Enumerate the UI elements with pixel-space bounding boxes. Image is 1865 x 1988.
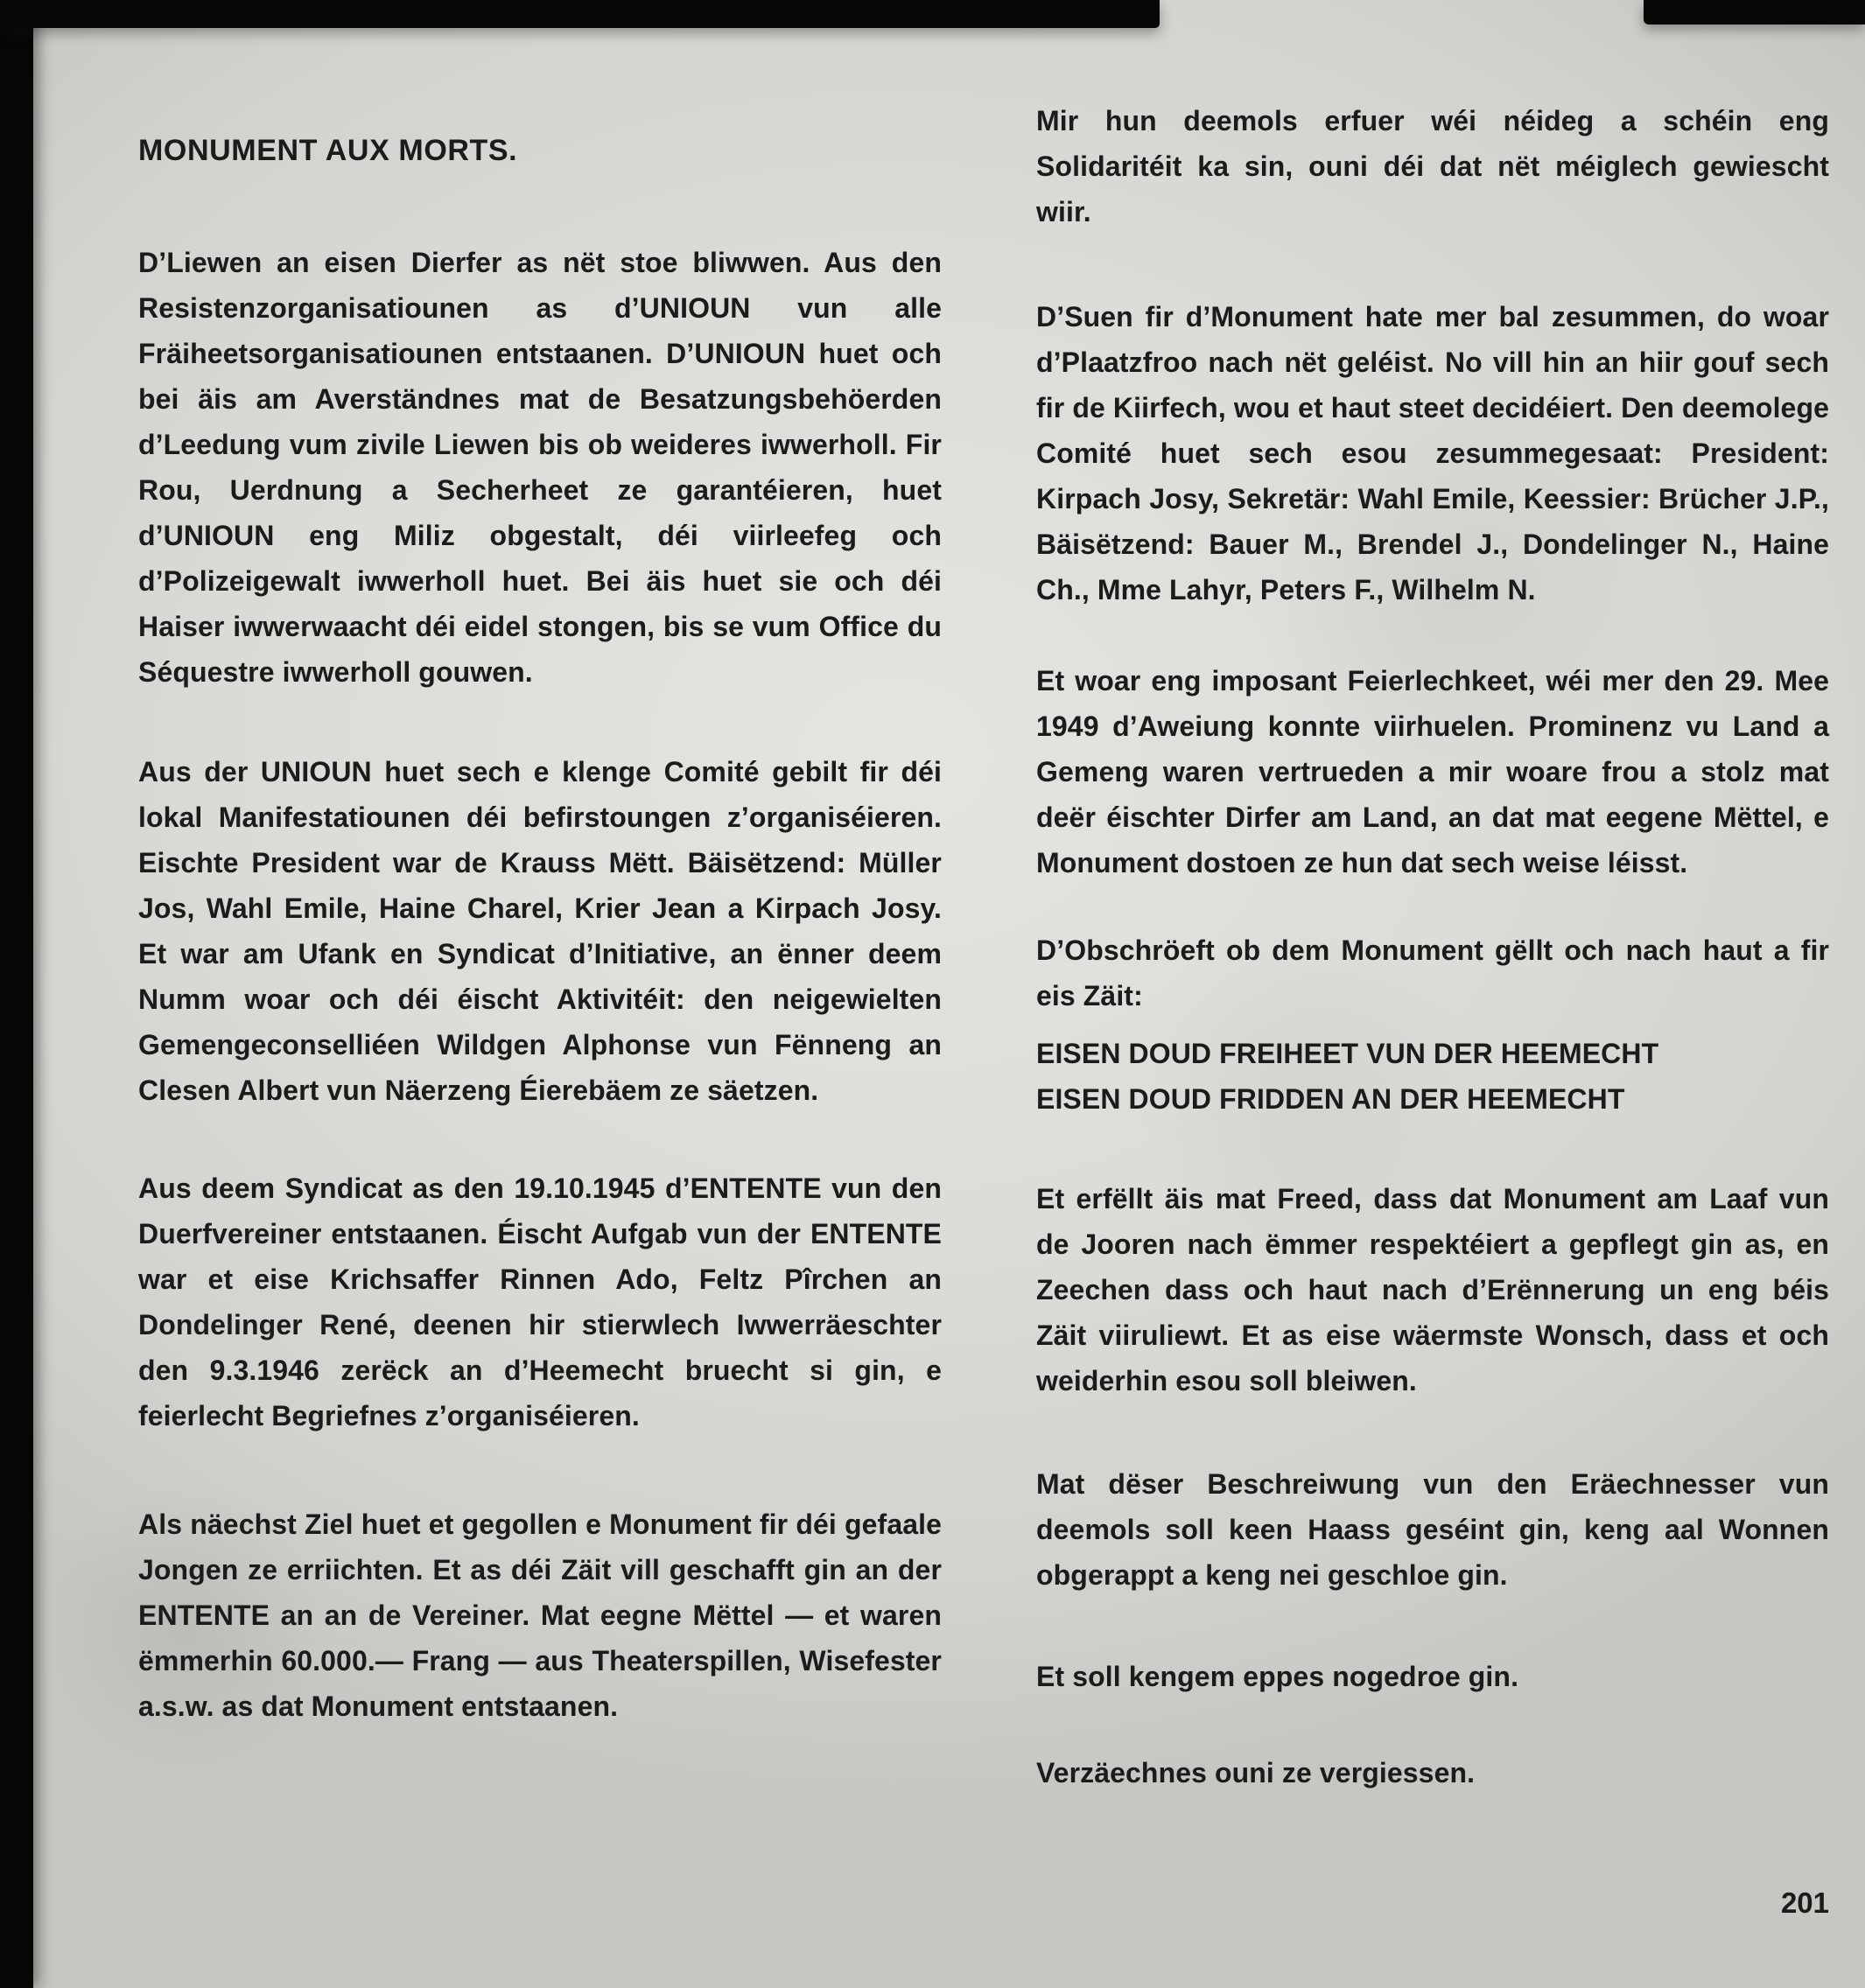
paragraph: D’Obschröeft ob dem Monument gëllt och nach haut a fir eis Zäit:: [1036, 934, 1829, 1012]
paragraph: Aus der UNIOUN huet sech e klenge Comité gebilt fir déi lokal Manifestatiounen déi befirstoungen z’organiséieren. Eischte President war de Krauss Mëtt. Bäisëtzend: Müller Jos, Wahl Emile, Haine Charel, Krier Jean a Kirpach Josy. Et war am Ufank en Syndicat d’Initiative, an ënner deem Numm woar och déi éischt Aktivitéit: den neigewielten Gemengeconselliéen Wildgen Alphonse vun Fënneng an Clesen Albert vun Näerzeng Éierebäem ze säetzen.: [138, 756, 942, 1106]
monument-inscription: [1036, 1031, 1829, 1122]
scan-border-left: [0, 0, 33, 1988]
scan-border-top-right: [1644, 0, 1865, 24]
paragraph: Et soll kengem eppes nogedroe gin.: [1036, 1661, 1519, 1692]
paragraph: Et erfëllt äis mat Freed, dass dat Monument am Laaf vun de Jooren nach ëmmer respektéiert a gepflegt gin as, en Zeechen dass och haut nach d’Erënnerung un eng béis Zäit viiruliewt. Et as eise wäermste Wonsch, dass et och weiderhin esou soll bleiwen.: [1036, 1183, 1829, 1396]
section-heading: MONUMENT AUX MORTS.: [138, 134, 518, 167]
paragraph: D’Liewen an eisen Dierfer as nët stoe bliwwen. Aus den Resistenzorganisatiounen as d’UNIOUN vun alle Fräiheetsorganisatiounen entstaanen. D’UNIOUN huet och bei äis am Averständnes mat de Besatzungsbehöerden d’Leedung vum zivile Liewen bis ob weideres iwwerholl. Fir Rou, Uerdnung a Secherheet ze garantéieren, huet d’UNIOUN eng Miliz obgestalt, déi viirleefeg och d’Polizeigewalt iwwerholl huet. Bei äis huet sie och déi Haiser iwwerwaacht déi eidel stongen, bis se vum Office du Séquestre iwwerholl gouwen.: [138, 247, 942, 688]
paragraph: Als näechst Ziel huet et gegollen e Monument fir déi gefaale Jongen ze erriichten. Et as déi Zäit vill geschafft gin an der ENTENTE an an de Vereiner. Mat eegne Mëttel — et waren ëmmerhin 60.000.— Frang — aus Theaterspillen, Wisefester a.s.w. as dat Monument entstaanen.: [138, 1508, 942, 1722]
paragraph: Mir hun deemols erfuer wéi néideg a schéin eng Solidaritéit ka sin, ouni déi dat nët méiglech gewiescht wiir.: [1036, 105, 1829, 228]
paragraph: Et woar eng imposant Feierlechkeet, wéi mer den 29. Mee 1949 d’Aweiung konnte viirhuelen. Prominenz vu Land a Gemeng waren vertrueden a mir woare frou a stolz mat deër éischter Dirfer am Land, an dat mat eegene Mëttel, e Monument dostoen ze hun dat sech weise léisst.: [1036, 665, 1829, 878]
left-column: [138, 131, 942, 1729]
inscription-line: EISEN DOUD FREIHEET VUN DER HEEMECHT: [1036, 1038, 1659, 1069]
paragraph: D’Suen fir d’Monument hate mer bal zesummen, do woar d’Plaatzfroo nach nët geléist. No vill hin an hiir gouf sech fir de Kiirfech, wou et haut steet decidéiert. Den deemolege Comité huet sech esou zesummegesaat: President: Kirpach Josy, Sekretär: Wahl Emile, Keessier: Brücher J.P., Bäisëtzend: Bauer M., Brendel J., Dondelinger N., Haine Ch., Mme Lahyr, Peters F., Wilhelm N.: [1036, 301, 1829, 606]
paragraph: Verzäechnes ouni ze vergiessen.: [1036, 1757, 1476, 1788]
inscription-line: EISEN DOUD FRIDDEN AN DER HEEMECHT: [1036, 1083, 1625, 1115]
right-column: [1036, 98, 1829, 1796]
scan-border-top: [0, 0, 1160, 28]
page-number: 201: [1780, 1886, 1829, 1919]
paragraph: Mat dëser Beschreiwung vun den Eräechnesser vun deemols soll keen Haass geséint gin, keng aal Wonnen obgerappt a keng nei geschloe gin.: [1036, 1468, 1829, 1591]
paragraph: Aus deem Syndicat as den 19.10.1945 d’ENTENTE vun den Duerfvereiner entstaanen. Éischt Aufgab vun der ENTENTE war et eise Krichsaffer Rinnen Ado, Feltz Pîrchen an Dondelinger René, deenen hir stierwlech Iwwerräeschter den 9.3.1946 zerëck an d’Heemecht bruecht si gin, e feierlecht Begriefnes z’organiséieren.: [138, 1172, 942, 1432]
